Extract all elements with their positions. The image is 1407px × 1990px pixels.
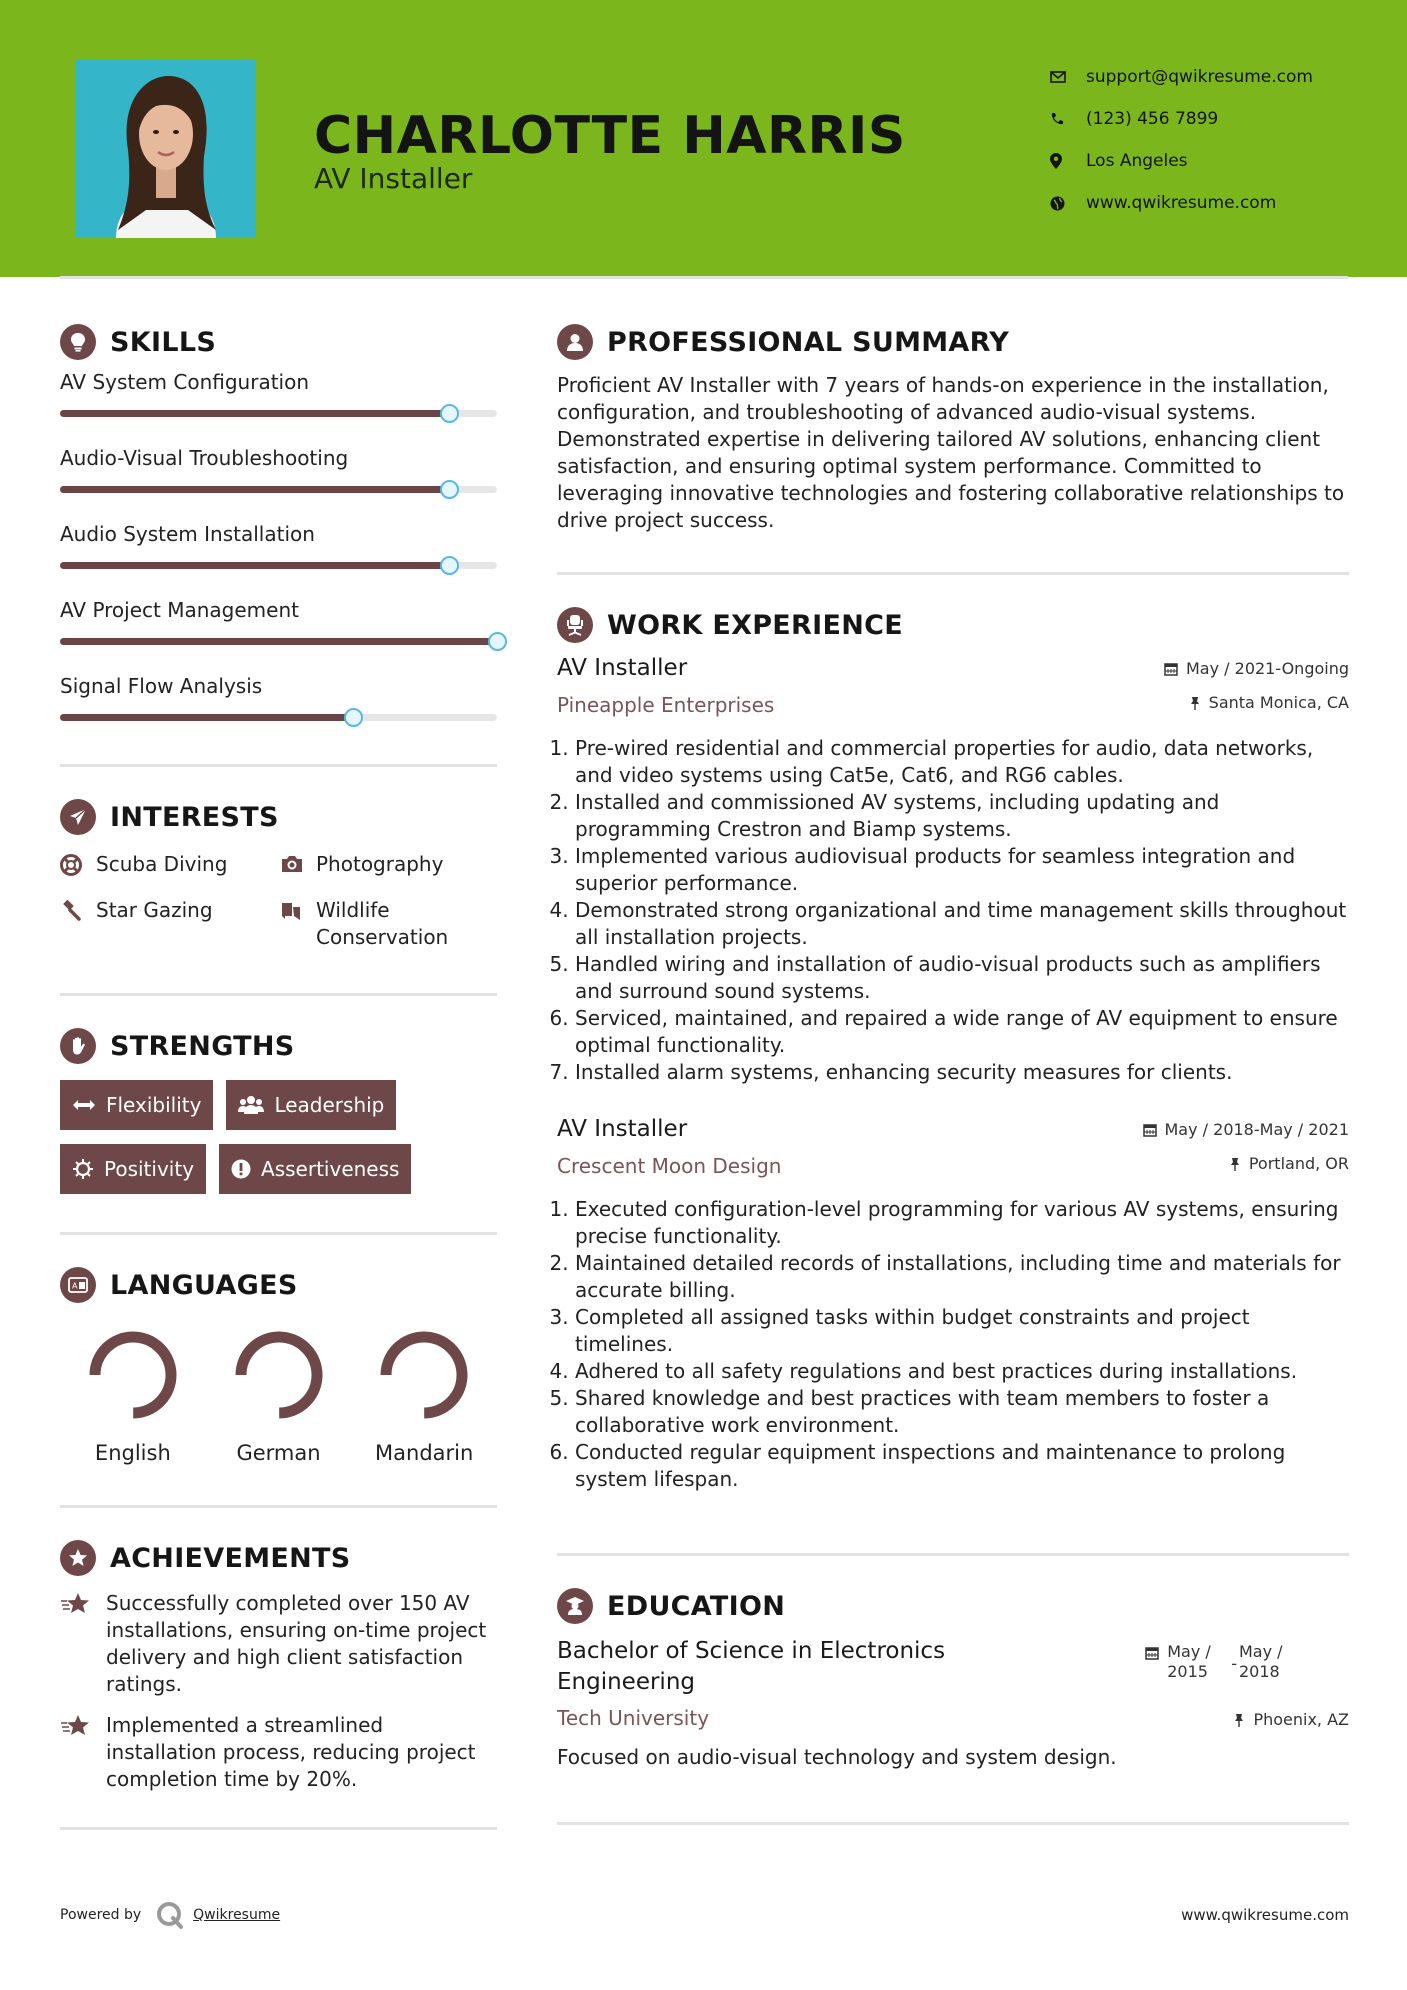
- languages-title: LANGUAGES: [110, 1269, 298, 1301]
- strength-chip: [60, 1080, 213, 1130]
- interest-item: [280, 851, 497, 883]
- sun-icon: [72, 1158, 94, 1180]
- skill-bar: [60, 638, 497, 645]
- language-level-ring: [231, 1327, 327, 1423]
- skill-item: [60, 592, 497, 668]
- summary-text: Proficient AV Installer with 7 years of hands-on experience in the installation, configuration, and troubleshooting of advanced audio-visual systems. Demonstrated expertise in delivering tailored AV solutions, enhancing client satisfaction, and ensuring optimal system performance. Committed to leveraging innovative technologies and fostering collaborative relationships to drive project success.: [557, 373, 1345, 532]
- strength-label: Positivity: [104, 1157, 195, 1181]
- lifebuoy-icon: [60, 851, 96, 883]
- language-icon: [60, 1267, 96, 1303]
- education-location-text: Phoenix, AZ: [1253, 1710, 1349, 1729]
- skill-slider-knob[interactable]: [440, 404, 459, 423]
- profile-photo: [76, 60, 256, 238]
- section-divider: [557, 1822, 1349, 1825]
- skill-bar: [60, 486, 497, 493]
- left-column: [60, 322, 497, 1830]
- section-divider: [557, 1553, 1349, 1556]
- envelope-icon: [1050, 71, 1086, 83]
- skill-bar: [60, 410, 497, 417]
- strengths-title: STRENGTHS: [110, 1030, 295, 1062]
- strength-label: Assertiveness: [261, 1157, 400, 1181]
- strength-label: Leadership: [274, 1093, 385, 1117]
- skill-label: Audio-Visual Troubleshooting: [60, 446, 349, 470]
- strength-label: Flexibility: [106, 1093, 202, 1117]
- interests-title: INTERESTS: [110, 801, 279, 833]
- duty-item: 3. Implemented various audiovisual products for seamless integration and superior performance.: [575, 843, 1349, 897]
- contact-website[interactable]: [1050, 182, 1380, 224]
- right-column: [557, 322, 1349, 1825]
- contact-email[interactable]: [1050, 56, 1380, 98]
- duty-item: 7. Installed alarm systems, enhancing security measures for clients.: [575, 1059, 1349, 1086]
- interest-item: [280, 897, 497, 951]
- duty-item: 1. Pre-wired residential and commercial properties for audio, data networks, and video systems using Cat5e, Cat6, and RG6 cables.: [575, 735, 1349, 789]
- education-header: [557, 1636, 1349, 1772]
- contact-list: [1050, 56, 1380, 224]
- interest-label: Photography: [316, 852, 444, 876]
- user-icon: [557, 324, 593, 360]
- interests-list: [60, 851, 497, 951]
- education-degree: Bachelor of Science in Electronics Engineering: [557, 1638, 946, 1695]
- achievements-title: ACHIEVEMENTS: [110, 1542, 351, 1574]
- qwikresume-logo-icon: [155, 1900, 185, 1930]
- language-label: English: [94, 1441, 171, 1465]
- contact-phone[interactable]: [1050, 98, 1380, 140]
- job-entry: [557, 655, 1349, 1086]
- calendar-icon: [1143, 1123, 1157, 1137]
- strengths-list: [60, 1080, 497, 1194]
- calendar-icon: [1164, 662, 1178, 676]
- strength-chip: [226, 1080, 396, 1130]
- languages-list: [60, 1327, 497, 1465]
- section-divider: [60, 1232, 497, 1235]
- section-divider: [60, 993, 497, 996]
- language-label: Mandarin: [375, 1441, 474, 1465]
- skill-bar: [60, 714, 497, 721]
- achievement-item: [60, 1712, 497, 1793]
- interest-item: [60, 897, 280, 951]
- achievement-text: Successfully completed over 150 AV installations, ensuring on-time project delivery and high client satisfaction ratings.: [106, 1591, 487, 1696]
- duty-item: 2. Installed and commissioned AV systems, including updating and programming Crestron and Biamp systems.: [575, 789, 1349, 843]
- pushpin-icon: [1189, 696, 1201, 710]
- star-icon: [60, 1590, 106, 1698]
- svg-text:A: A: [72, 1281, 78, 1291]
- contact-email-text: support@qwikresume.com: [1086, 67, 1313, 87]
- language-item: [351, 1327, 497, 1465]
- skill-slider-knob[interactable]: [488, 632, 507, 651]
- duty-item: 5. Handled wiring and installation of audio-visual products such as amplifiers and surround sound systems.: [575, 951, 1349, 1005]
- contact-website-text: www.qwikresume.com: [1086, 193, 1277, 213]
- interest-label: Scuba Diving: [96, 852, 228, 876]
- paper-plane-icon: [60, 799, 96, 835]
- skill-label: Signal Flow Analysis: [60, 674, 263, 698]
- star-badge-icon: [60, 1540, 96, 1576]
- job-company: Crescent Moon Design: [557, 1154, 782, 1178]
- job-header: [557, 655, 1349, 735]
- education-dates: [1145, 1642, 1309, 1682]
- hand-icon: [60, 1028, 96, 1064]
- duty-item: 4. Demonstrated strong organizational and time management skills throughout all installation projects.: [575, 897, 1349, 951]
- duty-item: 2. Maintained detailed records of installations, including time and materials for accurate billing.: [575, 1250, 1349, 1304]
- book-icon: [280, 897, 316, 929]
- education-school: Tech University: [557, 1706, 710, 1730]
- job-title: AV Installer: [557, 655, 688, 681]
- achievements-heading: [60, 1538, 497, 1578]
- section-divider: [60, 1505, 497, 1508]
- job-dates-text: May / 2018-May / 2021: [1164, 1120, 1349, 1139]
- duty-item: 5. Shared knowledge and best practices with team members to foster a collaborative work environment.: [575, 1385, 1349, 1439]
- job-entry: [557, 1116, 1349, 1493]
- skills-title: SKILLS: [110, 326, 217, 358]
- language-level-ring: [85, 1327, 181, 1423]
- job-company: Pineapple Enterprises: [557, 693, 775, 717]
- skill-label: AV System Configuration: [60, 370, 310, 394]
- job-location: [1189, 693, 1349, 712]
- duty-item: 6. Conducted regular equipment inspections and maintenance to prolong system lifespan.: [575, 1439, 1349, 1493]
- calendar-icon: [1145, 1642, 1159, 1682]
- summary-title: PROFESSIONAL SUMMARY: [607, 326, 1010, 358]
- candidate-name: CHARLOTTE HARRIS: [314, 106, 906, 166]
- job-header: [557, 1116, 1349, 1196]
- achievement-item: [60, 1590, 497, 1698]
- section-divider: [60, 764, 497, 767]
- skill-item: [60, 668, 497, 744]
- job-location-text: Portland, OR: [1248, 1154, 1349, 1173]
- skills-list: [60, 364, 497, 744]
- strength-chip: [60, 1144, 206, 1194]
- achievements-list: [60, 1590, 497, 1793]
- map-pin-icon: [1050, 153, 1086, 169]
- section-divider: [557, 572, 1349, 575]
- job-location: [1229, 1154, 1349, 1173]
- users-icon: [238, 1095, 264, 1115]
- education-title: EDUCATION: [607, 1590, 786, 1622]
- gavel-icon: [60, 897, 96, 929]
- skill-label: Audio System Installation: [60, 522, 315, 546]
- duty-item: 1. Executed configuration-level programming for various AV systems, ensuring precise functionality.: [575, 1196, 1349, 1250]
- education-start: May / 2015: [1167, 1642, 1211, 1681]
- qwikresume-link[interactable]: Qwikresume: [193, 1907, 281, 1923]
- skill-item: [60, 516, 497, 592]
- interest-label: Star Gazing: [96, 898, 213, 922]
- interests-heading: [60, 797, 497, 837]
- job-dates: [1164, 659, 1349, 678]
- contact-location-text: Los Angeles: [1086, 151, 1188, 171]
- lightbulb-icon: [60, 324, 96, 360]
- skill-item: [60, 440, 497, 516]
- header-divider: [60, 276, 1348, 279]
- language-level-ring: [376, 1327, 472, 1423]
- interest-item: [60, 851, 280, 883]
- job-location-text: Santa Monica, CA: [1208, 693, 1349, 712]
- interest-label: Wildlife Conservation: [316, 898, 449, 949]
- education-end: May / 2018: [1239, 1642, 1283, 1681]
- footer-powered-by: [60, 1900, 280, 1930]
- experience-heading: [557, 605, 1349, 645]
- language-item: [206, 1327, 352, 1465]
- language-item: [60, 1327, 206, 1465]
- job-duties: [557, 735, 1349, 1086]
- phone-icon: [1050, 112, 1086, 126]
- pushpin-icon: [1233, 1713, 1245, 1727]
- job-title: AV Installer: [557, 1116, 688, 1142]
- education-date-separator: -: [1231, 1654, 1237, 1673]
- graduate-icon: [557, 1588, 593, 1624]
- contact-phone-text: (123) 456 7899: [1086, 109, 1219, 129]
- arrows-horizontal-icon: [72, 1099, 96, 1111]
- language-label: German: [236, 1441, 321, 1465]
- skills-heading: [60, 322, 497, 362]
- job-dates: [1143, 1120, 1350, 1139]
- footer-website[interactable]: www.qwikresume.com: [1181, 1906, 1349, 1924]
- star-icon: [60, 1712, 106, 1793]
- globe-icon: [1050, 196, 1086, 211]
- pushpin-icon: [1229, 1157, 1241, 1171]
- education-description: Focused on audio-visual technology and system design.: [557, 1745, 1117, 1769]
- header-banner: [0, 0, 1407, 277]
- skill-bar: [60, 562, 497, 569]
- education-heading: [557, 1586, 1349, 1626]
- skill-slider-knob[interactable]: [440, 480, 459, 499]
- skill-label: AV Project Management: [60, 598, 299, 622]
- skill-item: [60, 364, 497, 440]
- languages-heading: [60, 1265, 497, 1305]
- exclamation-circle-icon: [231, 1159, 251, 1179]
- office-chair-icon: [557, 607, 593, 643]
- contact-location: [1050, 140, 1380, 182]
- skill-slider-knob[interactable]: [344, 708, 363, 727]
- strengths-heading: [60, 1026, 497, 1066]
- summary-heading: [557, 322, 1349, 362]
- duty-item: 6. Serviced, maintained, and repaired a wide range of AV equipment to ensure optimal functionality.: [575, 1005, 1349, 1059]
- skill-slider-knob[interactable]: [440, 556, 459, 575]
- job-duties: [557, 1196, 1349, 1493]
- duty-item: 4. Adhered to all safety regulations and best practices during installations.: [575, 1358, 1349, 1385]
- candidate-role: AV Installer: [314, 162, 473, 195]
- section-divider: [60, 1827, 497, 1830]
- strength-chip: [219, 1144, 411, 1194]
- camera-icon: [280, 851, 316, 881]
- education-location: [1233, 1710, 1349, 1729]
- powered-by-label: Powered by: [60, 1907, 142, 1923]
- achievement-text: Implemented a streamlined installation process, reducing project completion time by 20%.: [106, 1713, 476, 1791]
- experience-title: WORK EXPERIENCE: [607, 609, 903, 641]
- duty-item: 3. Completed all assigned tasks within budget constraints and project timelines.: [575, 1304, 1349, 1358]
- job-dates-text: May / 2021-Ongoing: [1186, 659, 1349, 678]
